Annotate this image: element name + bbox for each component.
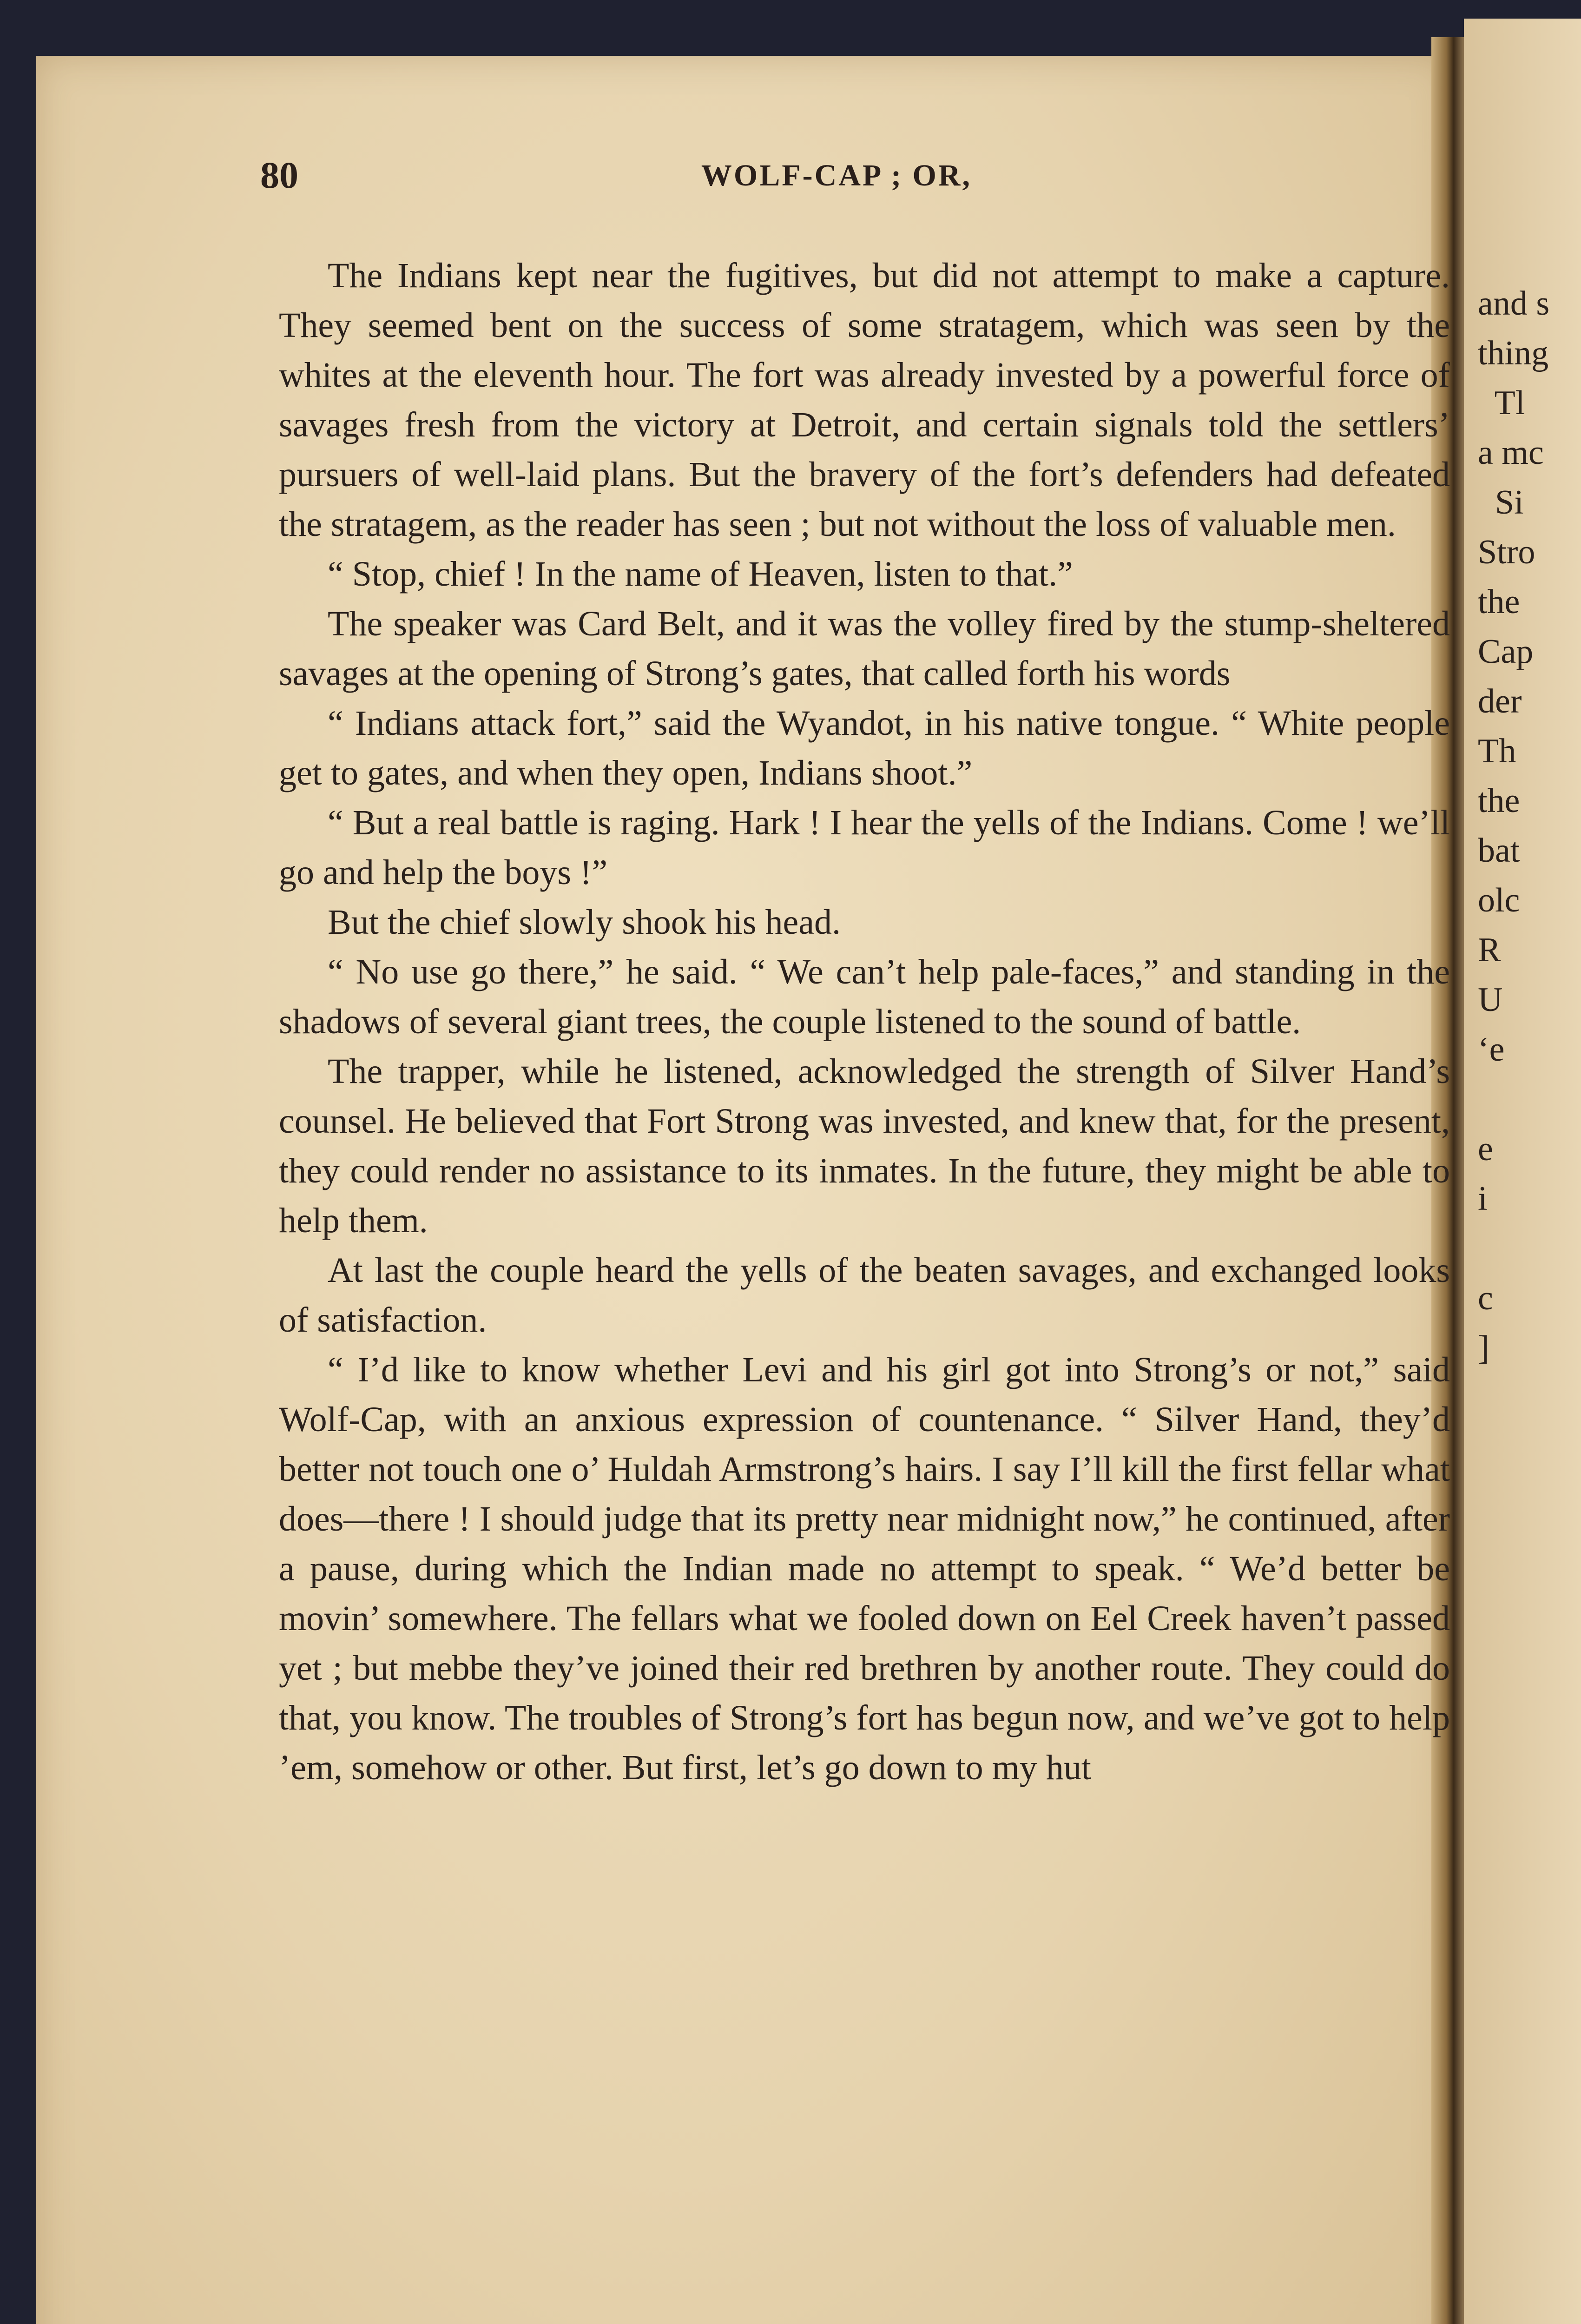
facing-page-strip bbox=[1464, 19, 1581, 2324]
paragraph: “ But a real battle is raging. Hark ! I hear the yells of the Indians. Come ! we’ll go and help the boys !” bbox=[279, 803, 1450, 892]
page-number: 80 bbox=[260, 154, 298, 196]
paragraph: The trapper, while he listened, acknowledged the strength of Silver Hand’s counsel. He believed that Fort Strong was invested, and knew that, for the present, they could render no assistance to its inmates. In the future, they might be able to help them. bbox=[279, 1052, 1450, 1240]
paragraph: At last the couple heard the yells of the beaten savages, and exchanged looks of satisfaction. bbox=[279, 1251, 1450, 1340]
paragraph: But the chief slowly shook his head. bbox=[328, 903, 841, 942]
running-title: WOLF-CAP ; OR, bbox=[701, 158, 972, 192]
paragraph: “ Indians attack fort,” said the Wyandot, in his native tongue. “ White people get to gates, and when they open, Indians shoot.” bbox=[279, 704, 1450, 792]
paragraph: The speaker was Card Belt, and it was the volley fired by the stump-sheltered savages at the opening of Strong’s gates, that called forth his words bbox=[279, 604, 1450, 693]
paragraph: The Indians kept near the fugitives, but did not attempt to make a capture. They seemed bent on the success of some stratagem, which was seen by the whites at the eleventh hour. The fort was already invested by a powerful force of savages fresh from the victory at Detroit, and certain signals told the settlers’ pursuers of well-laid plans. But the bravery of the fort’s defenders had defeated the stratagem, as the reader has seen ; but not without the loss of valuable men. bbox=[279, 256, 1450, 544]
paragraph: “ I’d like to know whether Levi and his girl got into Strong’s or not,” said Wolf-Cap, with an anxious expression of countenance. “ Silver Hand, they’d better not touch one o’ Huldah Armstrong’s hairs. I say I’ll kill the first fellar what does—there ! I should judge that its pretty near midnight now,” he continued, after a pause, during which the Indian made no attempt to speak. “ We’d better be movin’ somewhere. The fellars what we fooled down on Eel Creek haven’t passed yet ; but mebbe they’ve joined their red brethren by another route. They could do that, you know. The troubles of Strong’s fort has begun now, and we’ve got to help ’em, somehow or other. But first, let’s go down to my hut bbox=[279, 1350, 1450, 1787]
facing-page-text: and s thing Tl a mc Si Stro the Cap der Th the bat olc R U ‘e e i c ] bbox=[1478, 284, 1550, 1367]
paragraph: “ Stop, chief ! In the name of Heaven, listen to that.” bbox=[328, 555, 1073, 594]
paragraph: “ No use go there,” he said. “ We can’t help pale-faces,” and standing in the shadows of several giant trees, the couple listened to the sound of battle. bbox=[279, 952, 1450, 1041]
page-body-text bbox=[279, 251, 1450, 1793]
